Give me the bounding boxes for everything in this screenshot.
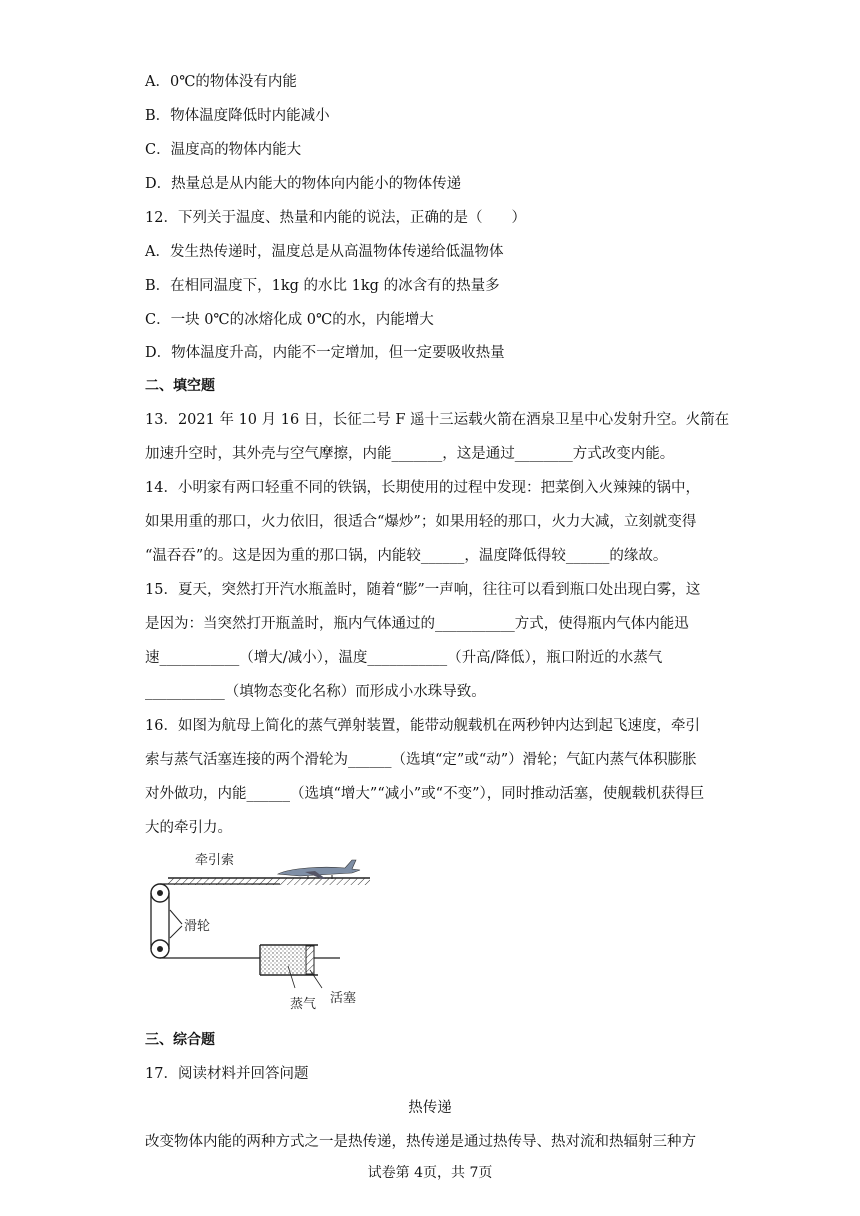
airplane-icon <box>278 860 360 879</box>
label-piston: 活塞 <box>330 991 357 1006</box>
q12-option-d: D．物体温度升高，内能不一定增加，但一定要吸收热量 <box>145 345 505 361</box>
q15-line-2: 是因为：当突然打开瓶盖时，瓶内气体通过的___________方式，使得瓶内气体内能迅 <box>145 616 689 632</box>
q17-passage-line-1: 改变物体内能的两种方式之一是热传递，热传递是通过热传导、热对流和热辐射三种方 <box>145 1134 696 1150</box>
q12-option-c: C．一块 0℃的冰熔化成 0℃的水，内能增大 <box>145 312 434 328</box>
label-tow-rope: 牵引索 <box>195 853 235 868</box>
q12-option-b: B．在相同温度下，1kg 的水比 1kg 的冰含有的热量多 <box>145 278 500 294</box>
q11-option-d: D．热量总是从内能大的物体向内能小的物体传递 <box>145 176 462 192</box>
q15-line-3: 速___________（增大/减小），温度___________（升高/降低），瓶口附近的水蒸气 <box>145 650 663 666</box>
label-pulley: 滑轮 <box>184 919 211 934</box>
q11-option-a: A．0℃的物体没有内能 <box>145 74 297 90</box>
q16-line-4: 大的牵引力。 <box>145 820 232 836</box>
q16-line-1: 16．如图为航母上简化的蒸气弹射装置，能带动舰载机在两秒钟内达到起飞速度，牵引 <box>145 718 700 734</box>
q16-line-3: 对外做功，内能______（选填“增大”“减小”或“不变”），同时推动活塞，使舰载机获得巨 <box>145 786 705 802</box>
q17-passage-title: 热传递 <box>408 1100 452 1116</box>
piston <box>306 946 340 974</box>
q11-option-c: C．温度高的物体内能大 <box>145 142 302 158</box>
section-comprehensive-heading: 三、综合题 <box>145 1032 215 1048</box>
section-fill-in-heading: 二、填空题 <box>145 378 215 394</box>
q11-option-b: B．物体温度降低时内能减小 <box>145 108 330 124</box>
q15-line-1: 15．夏天，突然打开汽水瓶盖时，随着“膨”一声响，往往可以看到瓶口处出现白雾，这 <box>145 582 701 598</box>
q15-line-4: ___________（填物态变化名称）而形成小水珠导致。 <box>145 684 486 700</box>
steam-catapult-figure <box>140 848 380 1018</box>
q13-line-2: 加速升空时，其外壳与空气摩擦，内能_______，这是通过________方式改变内能。 <box>145 446 675 462</box>
bottom-pulley-icon <box>151 940 169 958</box>
top-pulley-icon <box>151 884 169 902</box>
label-steam: 蒸气 <box>290 997 317 1012</box>
q12-stem: 12．下列关于温度、热量和内能的说法，正确的是（ ） <box>145 210 526 226</box>
q13-line-1: 13．2021 年 10 月 16 日，长征二号 F 遥十三运载火箭在酒泉卫星中心发射升空。火箭在 <box>145 412 730 428</box>
q14-line-3: “温吞吞”的。这是因为重的那口锅，内能较______，温度降低得较______的缘故。 <box>145 548 668 564</box>
q14-line-1: 14．小明家有两口轻重不同的铁锅，长期使用的过程中发现：把菜倒入火辣辣的锅中， <box>145 480 700 496</box>
q14-line-2: 如果用重的那口，火力依旧，很适合“爆炒”；如果用轻的那口，火力大减，立刻就变得 <box>145 514 697 530</box>
page-footer: 试卷第 4页，共 7页 <box>367 1165 493 1181</box>
q12-option-a: A．发生热传递时，温度总是从高温物体传递给低温物体 <box>145 244 504 260</box>
q16-line-2: 索与蒸气活塞连接的两个滑轮为______（选填“定”或“动”）滑轮；气缸内蒸气体积膨胀 <box>145 752 697 768</box>
q17-stem: 17．阅读材料并回答问题 <box>145 1066 309 1082</box>
